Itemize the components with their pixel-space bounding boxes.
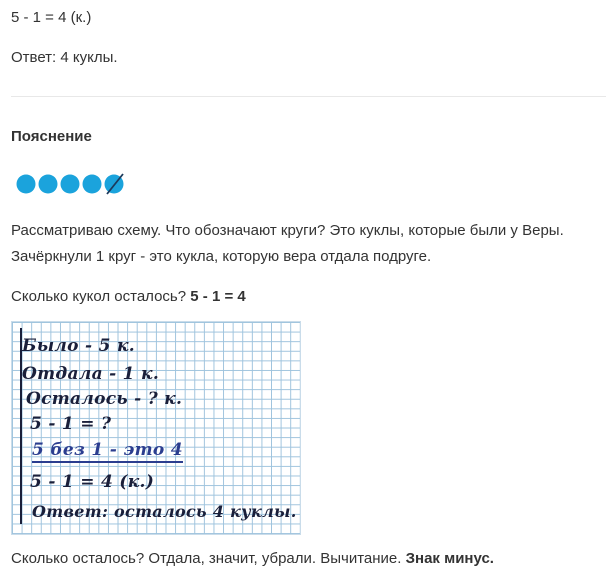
explanation-paragraph-line2: Зачёркнули 1 круг - это кукла, которую вера отдала подруге. [11,248,432,265]
notebook-line-1: Было - 5 к. [22,336,135,356]
final-bold: Знак минус. [405,550,494,567]
notebook-line-6: 5 - 1 = 4 (к.) [30,472,155,492]
explanation-heading: Пояснение [11,128,92,145]
final-text: Сколько осталось? Отдала, значит, убрали. Вычитание. [11,550,402,567]
section-divider [11,96,606,97]
notebook-line-3: Осталось - ? к. [26,389,183,409]
circle-1 [17,175,36,194]
question-line [11,287,246,307]
notebook-line-4: 5 - 1 = ? [30,414,112,434]
circle-2 [39,175,58,194]
equation-line: 5 - 1 = 4 (к.) [11,9,92,26]
circle-3 [61,175,80,194]
question-text: Сколько кукол осталось? [11,288,187,305]
notebook-line-2: Отдала - 1 к. [22,364,160,384]
explanation-paragraph-line1: Рассматриваю схему. Что обозначают круги? Это куклы, которые были у Веры. [11,222,564,239]
question-answer: 5 - 1 = 4 [190,288,246,305]
final-line [11,549,494,569]
circle-4 [83,175,102,194]
notebook-image [11,321,301,535]
notebook-line-5: 5 без 1 - это 4 [32,440,183,463]
circles-diagram [15,173,130,195]
answer-line: Ответ: 4 куклы. [11,49,118,66]
notebook-margin-bar [20,328,22,524]
notebook-line-7: Ответ: осталось 4 куклы. [32,502,297,521]
